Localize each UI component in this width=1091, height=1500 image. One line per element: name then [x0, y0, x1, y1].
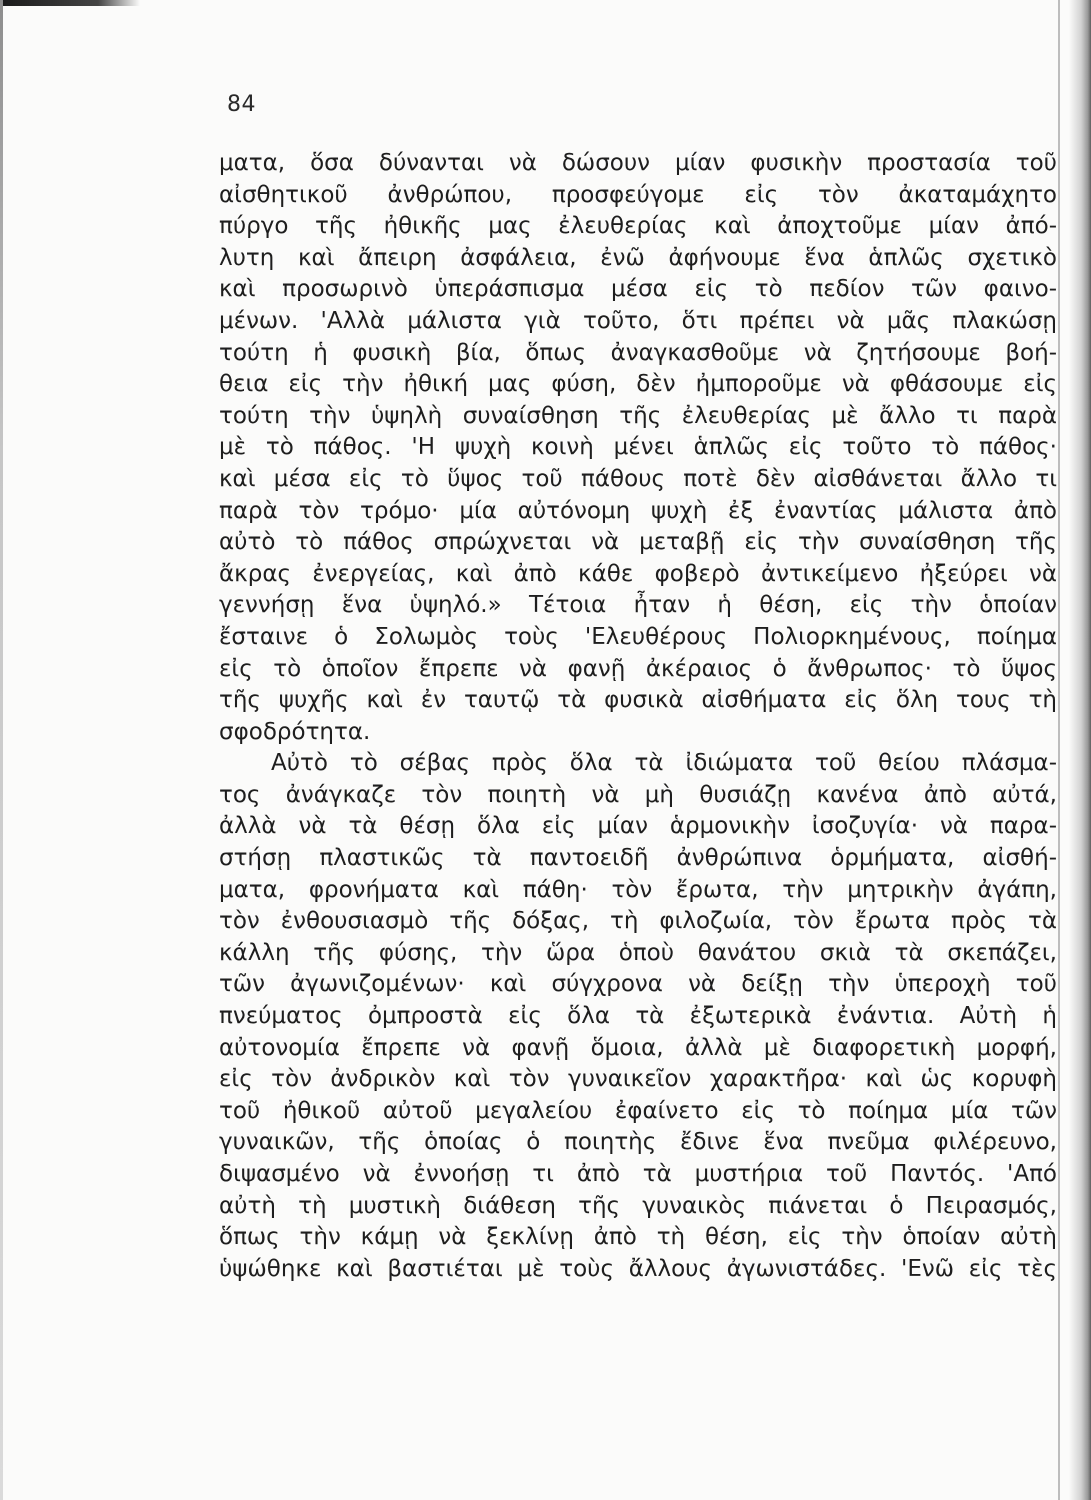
- text-line: τὸν ἐνθουσιασμὸ τῆς δόξας, τὴ φιλοζωία, τὸν ἔρωτα πρὸς τὰ: [219, 908, 1057, 935]
- text-line: καὶ μέσα εἰς τὸ ὕψος τοῦ πάθους ποτὲ δὲν αἰσθάνεται ἄλλο τι: [219, 465, 1057, 492]
- text-line: γυναικῶν, τῆς ὁποίας ὁ ποιητὴς ἔδινε ἕνα πνεῦμα φιλέρευνο,: [219, 1129, 1057, 1156]
- paragraph-end-line: σφοδρότητα.: [219, 718, 371, 745]
- text-line: ἔσταινε ὁ Σολωμὸς τοὺς 'Ελευθέρους Πολιορκημένους, ποίημα: [219, 623, 1057, 650]
- text-line: ἀλλὰ νὰ τὰ θέσῃ ὅλα εἰς μίαν ἁρμονικὴν ἰσοζυγία· νὰ παρα-: [219, 813, 1057, 840]
- text-line: ἄκρας ἐνεργείας, καὶ ἀπὸ κάθε φοβερὸ ἀντικείμενο ἠξεύρει νὰ: [219, 560, 1057, 587]
- text-line: ματα, ὅσα δύνανται νὰ δώσουν μίαν φυσικὴν προστασία τοῦ: [219, 150, 1057, 176]
- text-line: τούτη τὴν ὑψηλὴ συναίσθηση τῆς ἐλευθερίας μὲ ἄλλο τι παρὰ: [219, 402, 1057, 429]
- scan-right-edge: [1069, 0, 1091, 1500]
- paragraph-start-line: Αὐτὸ τὸ σέβας πρὸς ὅλα τὰ ἰδιώματα τοῦ θείου πλάσμα-: [271, 750, 1057, 777]
- text-line: καὶ προσωρινὸ ὑπεράσπισμα μέσα εἰς τὸ πεδίον τῶν φαινο-: [219, 276, 1057, 303]
- scan-left-edge: [0, 0, 3, 1500]
- text-line: παρὰ τὸν τρόμο· μία αὐτόνομη ψυχὴ ἐξ ἐναντίας μάλιστα ἀπὸ: [219, 497, 1057, 524]
- text-line: τούτη ἡ φυσικὴ βία, ὅπως ἀναγκασθοῦμε νὰ ζητήσουμε βοή-: [219, 339, 1057, 366]
- text-line: πύργο τῆς ἠθικῆς μας ἐλευθερίας καὶ ἀποχτοῦμε μίαν ἀπό-: [219, 213, 1057, 240]
- text-line: αὐτὸ τὸ πάθος σπρώχνεται νὰ μεταβῇ εἰς τὴν συναίσθηση τῆς: [219, 529, 1057, 556]
- text-line: αὐτὴ τὴ μυστικὴ διάθεση τῆς γυναικὸς πιάνεται ὁ Πειρασμός,: [219, 1192, 1057, 1219]
- text-line: μένων. 'Αλλὰ μάλιστα γιὰ τοῦτο, ὅτι πρέπει νὰ μᾶς πλακώσῃ: [219, 307, 1057, 334]
- text-line: τος ἀνάγκαζε τὸν ποιητὴ νὰ μὴ θυσιάζῃ κανένα ἀπὸ αὐτά,: [219, 781, 1057, 808]
- scan-top-shadow: [0, 0, 140, 6]
- text-line: στήσῃ πλαστικῶς τὰ παντοειδῆ ἀνθρώπινα ὁρμήματα, αἰσθή-: [219, 845, 1057, 872]
- text-line: κάλλη τῆς φύσης, τὴν ὥρα ὁποὺ θανάτου σκιὰ τὰ σκεπάζει,: [219, 939, 1057, 966]
- text-line: εἰς τὸ ὁποῖον ἔπρεπε νὰ φανῇ ἀκέραιος ὁ ἄνθρωπος· τὸ ὕψος: [219, 655, 1057, 682]
- text-line: θεια εἰς τὴν ἠθική μας φύση, δὲν ἠμποροῦμε νὰ φθάσουμε εἰς: [219, 371, 1057, 398]
- text-line: τῶν ἀγωνιζομένων· καὶ σύγχρονα νὰ δείξῃ τὴν ὑπεροχὴ τοῦ: [219, 971, 1057, 998]
- text-line: πνεύματος ὀμπροστὰ εἰς ὅλα τὰ ἐξωτερικὰ ἐνάντια. Αὐτὴ ἡ: [219, 1003, 1057, 1030]
- text-line: τοῦ ἠθικοῦ αὐτοῦ μεγαλείου ἐφαίνετο εἰς τὸ ποίημα μία τῶν: [219, 1097, 1057, 1124]
- text-line: αἰσθητικοῦ ἀνθρώπου, προσφεύγομε εἰς τὸν ἀκαταμάχητο: [219, 181, 1057, 208]
- text-line: αὐτονομία ἔπρεπε νὰ φανῇ ὅμοια, ἀλλὰ μὲ διαφορετικὴ μορφή,: [219, 1034, 1057, 1061]
- text-line: γεννήσῃ ἕνα ὑψηλό.» Τέτοια ἦταν ἡ θέση, εἰς τὴν ὁποίαν: [219, 592, 1057, 619]
- text-line: μὲ τὸ πάθος. 'Η ψυχὴ κοινὴ μένει ἁπλῶς εἰς τοῦτο τὸ πάθος·: [219, 434, 1057, 461]
- page-number: 84: [227, 92, 256, 117]
- text-line: ματα, φρονήματα καὶ πάθη· τὸν ἔρωτα, τὴν μητρικὴν ἀγάπη,: [219, 876, 1057, 903]
- text-line: λυτη καὶ ἄπειρη ἀσφάλεια, ἐνῶ ἀφήνουμε ἕνα ἁπλῶς σχετικὸ: [219, 244, 1057, 271]
- text-line: τῆς ψυχῆς καὶ ἐν ταυτῷ τὰ φυσικὰ αἰσθήματα εἰς ὅλη τους τὴ: [219, 687, 1057, 714]
- text-line: ὑψώθηκε καὶ βαστιέται μὲ τοὺς ἄλλους ἀγωνιστάδες. 'Ενῶ εἰς τὲς: [219, 1255, 1057, 1282]
- body-text: [219, 148, 1057, 1285]
- text-line: διψασμένο νὰ ἐννοήσῃ τι ἀπὸ τὰ μυστήρια τοῦ Παντός. 'Από: [219, 1161, 1057, 1187]
- page-fold-line: [1058, 0, 1060, 1500]
- text-line: ὅπως τὴν κάμῃ νὰ ξεκλίνῃ ἀπὸ τὴ θέση, εἰς τὴν ὁποίαν αὐτὴ: [219, 1224, 1057, 1251]
- text-line: εἰς τὸν ἀνδρικὸν καὶ τὸν γυναικεῖον χαρακτῆρα· καὶ ὡς κορυφὴ: [219, 1066, 1057, 1093]
